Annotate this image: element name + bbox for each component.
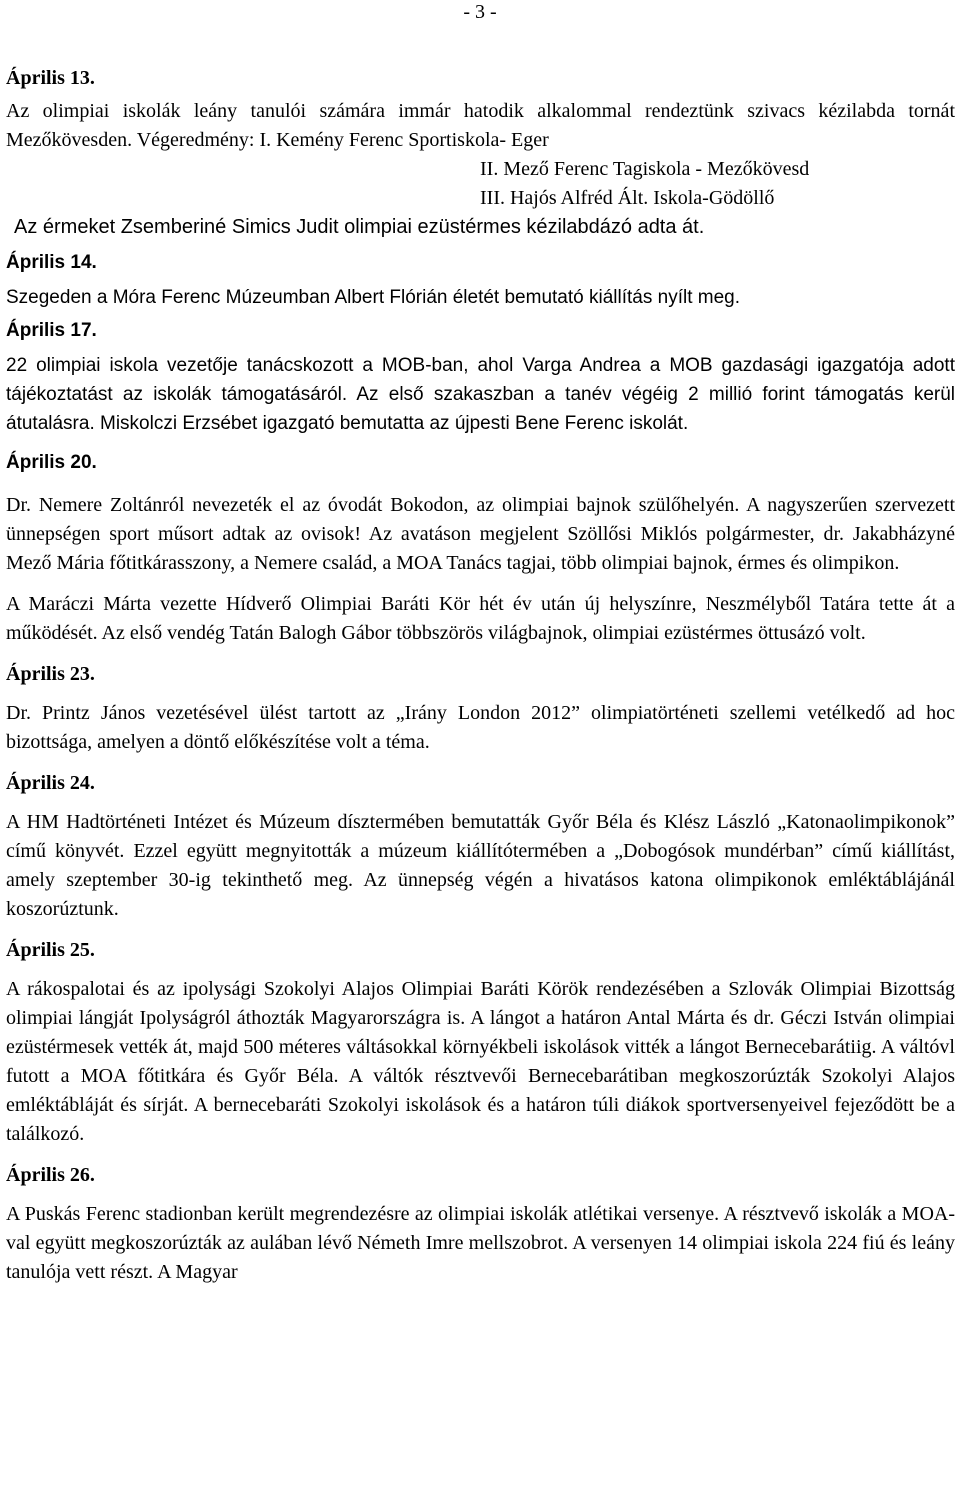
paragraph-april-24: A HM Hadtörténeti Intézet és Múzeum dísztermében bemutatták Győr Béla és Klész László „Katonaolimpikonok” című könyvét. Ezzel együtt megnyitották a múzeum kiállítótermében a „Dobogósok mundérban” című kiállítást, amely szeptember 30-ig tekinthető meg. Az ünnepség végén a hivatásos katona olimpikonok emléktáblájánál koszorúztunk. — [6, 811, 955, 920]
heading-april-26: Április 26. — [6, 1164, 95, 1186]
heading-april-23: Április 23. — [6, 663, 95, 685]
paragraph-april-20-1: Dr. Nemere Zoltánról nevezeték el az óvodát Bokodon, az olimpiai bajnok szülőhelyén. A nagyszerűen szervezett ünnepségen sport műsort adtak az ovisok! Az avatáson megjelent Szöllősi Miklós polgármester, dr. Jakabházyné Mező Mária főtitkárasszony, a Nemere család, a MOA Tanács tagjai, több olimpiai bajnok, érmes és olimpikon. — [6, 494, 955, 574]
page-number: - 3 - — [463, 1, 497, 23]
paragraph-april-23: Dr. Printz János vezetésével ülést tartott az „Irány London 2012” olimpiatörténeti szellemi vetélkedő ad hoc bizottsága, amelyen a döntő előkészítése volt a téma. — [6, 702, 955, 753]
heading-april-13: Április 13. — [6, 67, 95, 89]
paragraph-april-13: Az olimpiai iskolák leány tanulói számára immár hatodik alkalommal rendeztünk szivacs kézilabda tornát Mezőkövesden. Végeredmény: I. Kemény Ferenc Sportiskola- Eger — [6, 100, 955, 151]
paragraph-april-25: A rákospalotai és az ipolysági Szokolyi Alajos Olimpiai Baráti Körök rendezésében a Szlovák Olimpiai Bizottság olimpiai lángját Ipolyságról áthozták Magyarországra is. A lángot a határon Antal Márta és dr. Géczi István olimpiai ezüstérmesek vették át, majd 500 méteres váltásokkal környékbeli iskolások vitték a lángot Bernecebarátiig. A váltóvl futott a MOA főtitkára és Győr Béla. A váltók résztvevői Bernecebarátiban megkoszorúzták Szokolyi Alajos emléktábláját és sírját. A bernecebaráti Szokolyi iskolások és a határon túli diákok sportversenyeivel fejeződött be a találkozó. — [6, 978, 955, 1145]
heading-april-20: Április 20. — [6, 452, 97, 473]
result-third-place: III. Hajós Alfréd Ált. Iskola-Gödöllő — [480, 187, 775, 209]
result-second-place: II. Mező Ferenc Tagiskola - Mezőkövesd — [480, 158, 810, 180]
heading-april-24: Április 24. — [6, 772, 95, 794]
heading-april-17: Április 17. — [6, 320, 97, 341]
paragraph-april-17: 22 olimpiai iskola vezetője tanácskozott a MOB-ban, ahol Varga Andrea a MOB gazdasági igazgatója adott tájékoztatást az iskolák támogatásáról. Az első szakaszban a tanév végéig 2 millió forint támogatás kerül átutalásra. Miskolczi Erzsébet igazgató bemutatta az újpesti Bene Ferenc iskolát. — [6, 355, 955, 434]
heading-april-25: Április 25. — [6, 939, 95, 961]
paragraph-april-14: Szegeden a Móra Ferenc Múzeumban Albert Flórián életét bemutató kiállítás nyílt meg. — [6, 287, 740, 308]
page-content — [6, 64, 955, 1287]
paragraph-april-26: A Puskás Ferenc stadionban került megrendezésre az olimpiai iskolák atlétikai versenye. A résztvevő iskolák a MOA-val együtt megkoszorúzták az aulában lévő Németh Imre mellszobrot. A versenyen 14 olimpiai iskola 224 fiú és leány tanulója vett részt. A Magyar — [6, 1203, 955, 1283]
paragraph-april-20-2: A Maráczi Márta vezette Hídverő Olimpiai Baráti Kör hét év után új helyszínre, Neszmélyből Tatára tette át a működését. Az első vendég Tatán Balogh Gábor többszörös világbajnok, olimpiai ezüstérmes öttusázó volt. — [6, 593, 955, 644]
medals-note: Az érmeket Zsemberiné Simics Judit olimpiai ezüstérmes kézilabdázó adta át. — [14, 216, 705, 238]
heading-april-14: Április 14. — [6, 252, 97, 273]
